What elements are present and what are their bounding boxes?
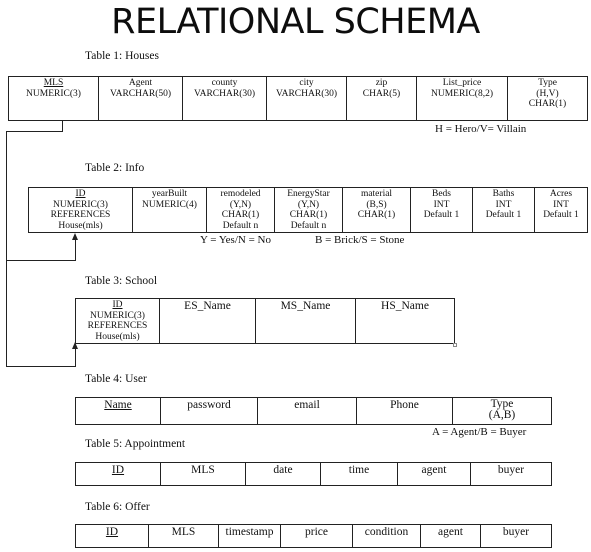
- column-type: CHAR(1): [357, 210, 396, 220]
- user-col-email: [258, 398, 357, 424]
- schema-title: RELATIONAL SCHEMA: [111, 2, 480, 42]
- column-name: buyer: [497, 464, 525, 476]
- table-houses: [8, 76, 588, 121]
- column-name: Acres: [549, 189, 573, 199]
- column-type: INT: [553, 199, 569, 210]
- column-name: email: [294, 399, 320, 411]
- houses-type-note: H = Hero/V= Villain: [435, 123, 527, 135]
- column-type: VARCHAR(50): [109, 88, 172, 99]
- info-col-material: [343, 188, 411, 232]
- offer-col-buyer: [481, 525, 551, 547]
- school-col-ms-name: [256, 299, 356, 343]
- column-type: (Y,N): [297, 199, 320, 210]
- fk-arrow-info: [72, 233, 78, 240]
- column-name: Type: [538, 78, 557, 88]
- column-name: Name: [104, 399, 132, 411]
- table-4-label: Table 4: User: [85, 373, 147, 385]
- column-type: NUMERIC(4): [142, 199, 197, 210]
- column-name: timestamp: [225, 526, 274, 538]
- fk-connector-to-school: [6, 366, 75, 367]
- houses-col-mls: [9, 77, 99, 120]
- column-name: price: [305, 526, 328, 538]
- column-name: city: [299, 78, 314, 88]
- column-type: Default n: [290, 220, 327, 231]
- column-name: zip: [375, 78, 388, 88]
- school-col-es-name: [160, 299, 256, 343]
- column-name: ID: [112, 300, 123, 310]
- user-col-name: [76, 398, 161, 424]
- school-col-hs-name: [356, 299, 454, 343]
- appointment-col-time: [321, 463, 398, 485]
- column-name: ES_Name: [184, 300, 231, 312]
- table-school: [75, 298, 455, 344]
- column-type: CHAR(5): [362, 88, 401, 99]
- user-col-type: [453, 398, 551, 424]
- column-name: Phone: [390, 399, 419, 411]
- column-name: password: [187, 399, 231, 411]
- column-type: REFERENCES: [50, 210, 111, 220]
- fk-connector-school-up: [75, 348, 76, 367]
- column-type: VARCHAR(30): [275, 88, 338, 99]
- column-type: (Y,N): [229, 199, 252, 210]
- user-col-password: [161, 398, 258, 424]
- appointment-col-date: [246, 463, 321, 485]
- offer-col-id: [76, 525, 149, 547]
- offer-col-mls: [149, 525, 219, 547]
- user-type-note: A = Agent/B = Buyer: [432, 426, 527, 438]
- fk-connector-to-info: [6, 260, 75, 261]
- column-name: Type: [490, 398, 514, 410]
- column-type: CHAR(1): [289, 210, 328, 220]
- table-appointment: [75, 462, 552, 486]
- appointment-col-buyer: [471, 463, 551, 485]
- column-name: EnergyStar: [287, 189, 330, 199]
- column-type: House(mls): [95, 331, 140, 342]
- info-col-beds: [411, 188, 473, 232]
- column-type: Default 1: [543, 210, 579, 220]
- table-info: [28, 187, 588, 233]
- offer-col-condition: [353, 525, 421, 547]
- houses-col-zip: [347, 77, 417, 120]
- fk-connector-horizontal-top: [6, 131, 63, 132]
- resize-handle[interactable]: [453, 343, 457, 347]
- column-name: MLS: [191, 464, 215, 476]
- column-type: (A,B): [488, 409, 516, 421]
- column-name: agent: [421, 464, 447, 476]
- column-name: condition: [364, 526, 409, 538]
- houses-col-agent: [99, 77, 183, 120]
- column-name: time: [348, 464, 370, 476]
- user-col-phone: [357, 398, 453, 424]
- column-name: ID: [111, 464, 125, 476]
- table-user: [75, 397, 552, 425]
- info-yes-no-note: Y = Yes/N = No: [200, 234, 271, 246]
- column-name: buyer: [502, 526, 530, 538]
- houses-col-list-price: [417, 77, 508, 120]
- column-type: NUMERIC(3): [53, 199, 108, 210]
- column-type: Default 1: [485, 210, 522, 220]
- info-col-id: [29, 188, 133, 232]
- column-name: ID: [75, 189, 86, 199]
- houses-col-county: [183, 77, 267, 120]
- table-1-label: Table 1: Houses: [85, 50, 159, 62]
- column-type: (H,V): [536, 88, 559, 99]
- column-name: Beds: [432, 189, 451, 199]
- column-type: VARCHAR(30): [193, 88, 256, 99]
- school-col-id: [76, 299, 160, 343]
- appointment-col-agent: [398, 463, 471, 485]
- column-type: INT: [433, 199, 450, 210]
- houses-col-city: [267, 77, 347, 120]
- column-type: House(mls): [58, 220, 103, 231]
- offer-col-price: [281, 525, 353, 547]
- info-col-yearbuilt: [133, 188, 207, 232]
- column-type: Default n: [222, 220, 259, 231]
- info-material-note: B = Brick/S = Stone: [315, 234, 405, 246]
- houses-col-type: [508, 77, 587, 120]
- fk-connector-info-up: [75, 240, 76, 261]
- offer-col-timestamp: [219, 525, 281, 547]
- appointment-col-mls: [161, 463, 246, 485]
- fk-connector-vertical-main: [62, 121, 63, 131]
- table-offer: [75, 524, 552, 548]
- column-name: MLS: [43, 78, 64, 88]
- column-name: List_price: [442, 78, 482, 88]
- column-type: INT: [495, 199, 512, 210]
- column-name: Baths: [492, 189, 515, 199]
- info-col-baths: [473, 188, 535, 232]
- column-type: CHAR(1): [528, 99, 567, 109]
- column-name: date: [273, 464, 293, 476]
- table-3-label: Table 3: School: [85, 275, 158, 287]
- column-name: agent: [438, 526, 463, 538]
- column-type: NUMERIC(8,2): [430, 88, 493, 99]
- column-name: MS_Name: [280, 300, 331, 312]
- column-name: MLS: [171, 526, 196, 538]
- table-5-label: Table 5: Appointment: [85, 438, 186, 450]
- table-6-label: Table 6: Offer: [85, 501, 150, 513]
- column-type: CHAR(1): [221, 210, 260, 220]
- column-name: yearBuilt: [151, 189, 188, 199]
- column-name: Agent: [128, 78, 153, 88]
- column-type: REFERENCES: [87, 321, 148, 331]
- column-name: remodeled: [220, 189, 261, 199]
- column-type: NUMERIC(3): [26, 88, 81, 99]
- column-name: HS_Name: [381, 300, 429, 312]
- column-type: (B,S): [366, 199, 387, 210]
- appointment-col-id: [76, 463, 161, 485]
- info-col-acres: [535, 188, 587, 232]
- info-col-energystar: [275, 188, 343, 232]
- column-name: material: [360, 189, 393, 199]
- fk-connector-left-rail: [6, 131, 7, 367]
- column-name: county: [211, 78, 238, 88]
- column-type: NUMERIC(3): [90, 310, 145, 321]
- offer-col-agent: [421, 525, 481, 547]
- table-2-label: Table 2: Info: [85, 162, 145, 174]
- column-type: Default 1: [423, 210, 460, 220]
- column-name: ID: [105, 526, 119, 538]
- info-col-remodeled: [207, 188, 275, 232]
